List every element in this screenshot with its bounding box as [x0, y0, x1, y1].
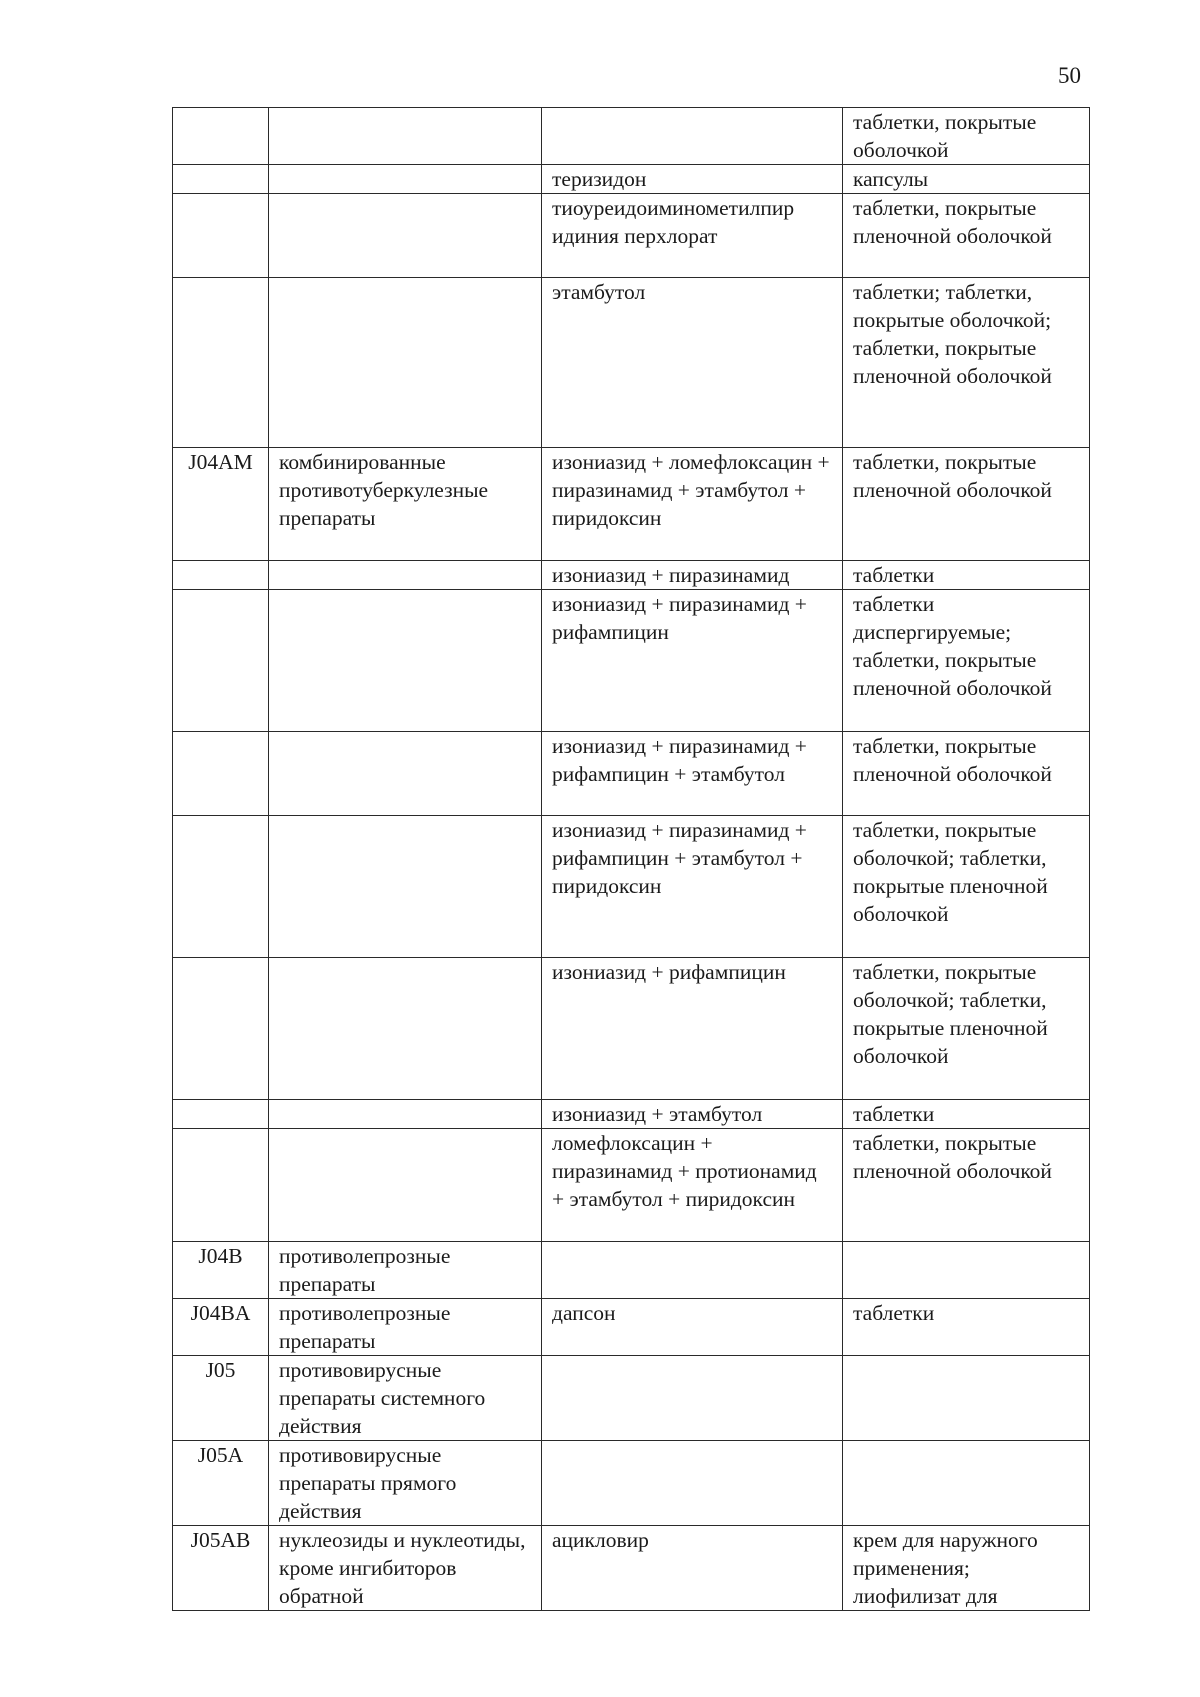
atc-code-cell: J05A	[173, 1441, 269, 1526]
drug-cell: ломефлоксацин + пиразинамид + протионамид + этамбутол + пиридоксин	[542, 1129, 843, 1242]
atc-code-cell	[173, 590, 269, 732]
group-cell	[269, 732, 542, 816]
table-row	[173, 194, 1090, 278]
atc-code-cell	[173, 1129, 269, 1242]
atc-code-cell	[173, 165, 269, 194]
atc-code-cell: J04AM	[173, 448, 269, 561]
group-cell	[269, 816, 542, 958]
group-cell	[269, 1100, 542, 1129]
group-cell	[269, 590, 542, 732]
drug-cell: тиоуреидоиминометилпир идиния перхлорат	[542, 194, 843, 278]
atc-code-cell	[173, 732, 269, 816]
atc-code-cell: J05	[173, 1356, 269, 1441]
table-row	[173, 278, 1090, 448]
table-row	[173, 816, 1090, 958]
group-cell: противолепрозные препараты	[269, 1299, 542, 1356]
drug-cell: дапсон	[542, 1299, 843, 1356]
drug-cell: изониазид + пиразинамид + рифампицин	[542, 590, 843, 732]
drug-cell: ацикловир	[542, 1526, 843, 1611]
drug-cell: этамбутол	[542, 278, 843, 448]
group-cell: противовирусные препараты прямого действия	[269, 1441, 542, 1526]
atc-code-cell: J04BA	[173, 1299, 269, 1356]
group-cell: комбинированные противотуберкулезные препараты	[269, 448, 542, 561]
dosage-form-cell: таблетки диспергируемые; таблетки, покрытые пленочной оболочкой	[843, 590, 1090, 732]
dosage-form-cell: таблетки, покрытые пленочной оболочкой	[843, 1129, 1090, 1242]
drug-cell: изониазид + пиразинамид + рифампицин + этамбутол	[542, 732, 843, 816]
dosage-form-cell: таблетки, покрытые оболочкой; таблетки, покрытые пленочной оболочкой	[843, 958, 1090, 1100]
atc-code-cell: J04B	[173, 1242, 269, 1299]
dosage-form-cell: таблетки; таблетки, покрытые оболочкой; таблетки, покрытые пленочной оболочкой	[843, 278, 1090, 448]
table-row	[173, 958, 1090, 1100]
group-cell: противовирусные препараты системного действия	[269, 1356, 542, 1441]
drug-cell	[542, 1356, 843, 1441]
atc-code-cell	[173, 194, 269, 278]
dosage-form-cell: таблетки, покрытые пленочной оболочкой	[843, 732, 1090, 816]
dosage-form-cell	[843, 1441, 1090, 1526]
dosage-form-cell: таблетки	[843, 1100, 1090, 1129]
table-row	[173, 1242, 1090, 1299]
table-row	[173, 732, 1090, 816]
dosage-form-cell: крем для наружного применения; лиофилизат для	[843, 1526, 1090, 1611]
dosage-form-cell: таблетки, покрытые пленочной оболочкой	[843, 194, 1090, 278]
dosage-form-cell: таблетки, покрытые оболочкой; таблетки, покрытые пленочной оболочкой	[843, 816, 1090, 958]
group-cell	[269, 278, 542, 448]
dosage-form-cell	[843, 1242, 1090, 1299]
drug-cell: изониазид + ломефлоксацин + пиразинамид + этамбутол + пиридоксин	[542, 448, 843, 561]
atc-code-cell	[173, 1100, 269, 1129]
atc-code-cell	[173, 816, 269, 958]
atc-code-cell	[173, 278, 269, 448]
group-cell: противолепрозные препараты	[269, 1242, 542, 1299]
drug-cell	[542, 108, 843, 165]
drug-cell: изониазид + пиразинамид + рифампицин + этамбутол + пиридоксин	[542, 816, 843, 958]
atc-code-cell	[173, 958, 269, 1100]
drug-cell: изониазид + пиразинамид	[542, 561, 843, 590]
table-row	[173, 1356, 1090, 1441]
group-cell: нуклеозиды и нуклеотиды, кроме ингибиторов обратной	[269, 1526, 542, 1611]
table-row	[173, 108, 1090, 165]
atc-code-cell	[173, 108, 269, 165]
drug-cell	[542, 1242, 843, 1299]
group-cell	[269, 561, 542, 590]
group-cell	[269, 958, 542, 1100]
table-row	[173, 561, 1090, 590]
group-cell	[269, 165, 542, 194]
page-number: 50	[1058, 63, 1081, 88]
table-row	[173, 1441, 1090, 1526]
table-row	[173, 1129, 1090, 1242]
dosage-form-cell: таблетки, покрытые пленочной оболочкой	[843, 448, 1090, 561]
table-row	[173, 590, 1090, 732]
dosage-form-cell: таблетки, покрытые оболочкой	[843, 108, 1090, 165]
group-cell	[269, 194, 542, 278]
drug-cell: изониазид + этамбутол	[542, 1100, 843, 1129]
dosage-form-cell	[843, 1356, 1090, 1441]
table-row	[173, 165, 1090, 194]
dosage-form-cell: капсулы	[843, 165, 1090, 194]
group-cell	[269, 108, 542, 165]
table-row	[173, 1100, 1090, 1129]
dosage-form-cell: таблетки	[843, 1299, 1090, 1356]
group-cell	[269, 1129, 542, 1242]
table-row	[173, 1299, 1090, 1356]
atc-code-cell: J05AB	[173, 1526, 269, 1611]
drug-table-body	[173, 108, 1090, 1611]
table-row	[173, 1526, 1090, 1611]
drug-cell: изониазид + рифампицин	[542, 958, 843, 1100]
atc-code-cell	[173, 561, 269, 590]
dosage-form-cell: таблетки	[843, 561, 1090, 590]
drug-cell: теризидон	[542, 165, 843, 194]
drug-table	[172, 107, 1090, 1611]
table-row	[173, 448, 1090, 561]
drug-cell	[542, 1441, 843, 1526]
